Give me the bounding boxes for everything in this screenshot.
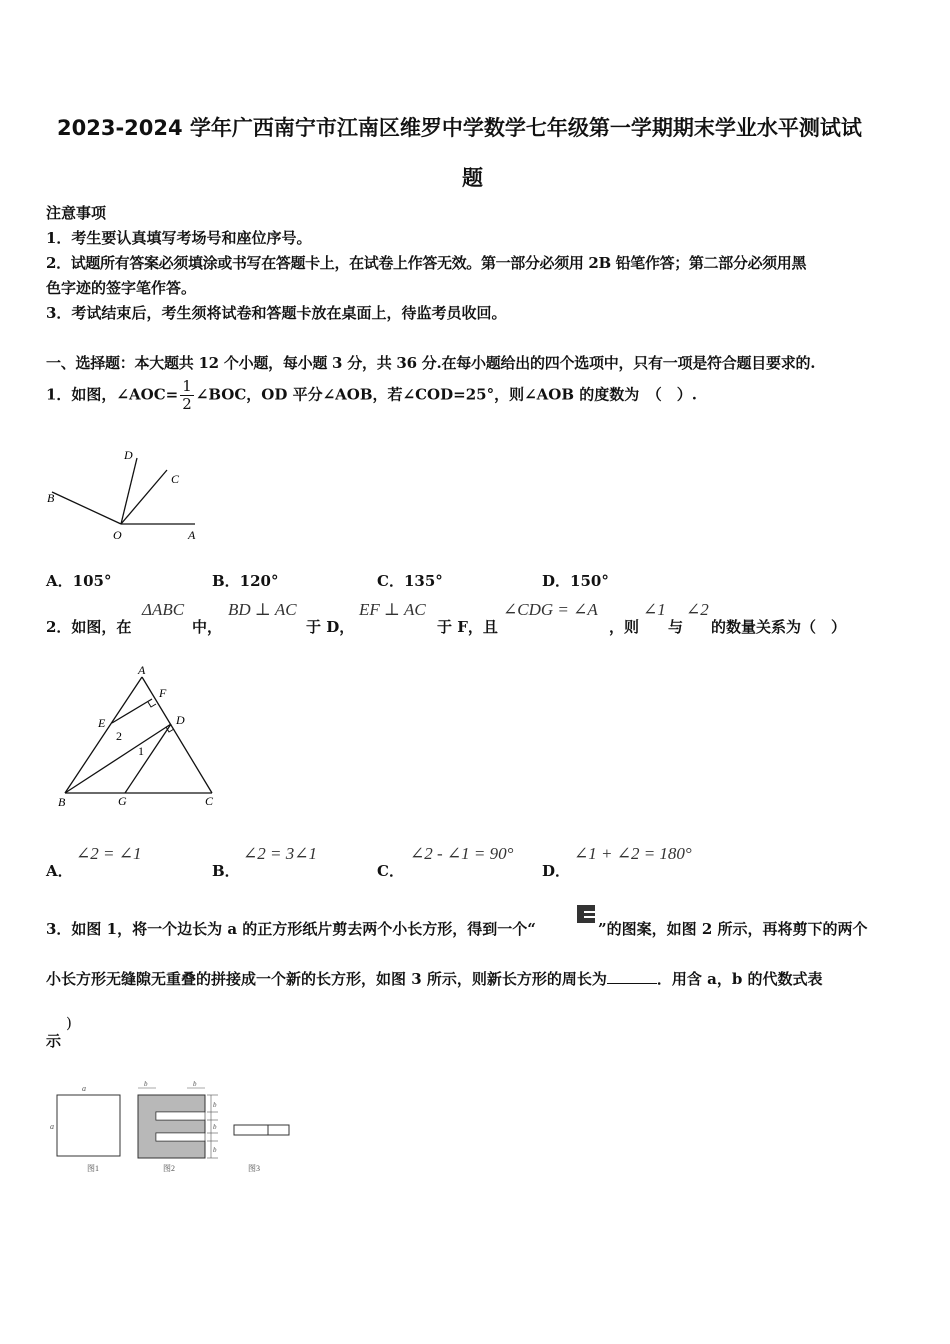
label-b-2: b [193, 1080, 197, 1088]
side-ac [142, 677, 212, 793]
label-b-4: b [213, 1123, 217, 1131]
q2-math-ef-perp-ac: EF ⊥ AC [359, 600, 426, 619]
q2-option-a-letter[interactable]: A． [46, 862, 73, 880]
label-c: C [205, 794, 214, 808]
label-d: D [176, 713, 185, 727]
q2-option-b-expr[interactable]: ∠2 = 3∠1 [243, 844, 317, 863]
q3-line-2b: ．用含 a，b 的代数式表 [656, 970, 823, 988]
q3-line-3: 示 [46, 1032, 62, 1050]
e-shape-icon [575, 903, 597, 925]
q2-text-3: 于 D， [306, 618, 355, 636]
q2-triangle-figure [52, 660, 222, 810]
right-angle-f [148, 702, 156, 707]
q1-option-a[interactable]: A．105° [46, 572, 112, 590]
q2-math-bd-perp-ac: BD ⊥ AC [228, 600, 297, 619]
segment-ef [112, 699, 152, 723]
side-ab [65, 677, 142, 793]
q2-option-d-letter[interactable]: D． [542, 862, 571, 880]
q2-text-4: 于 F，且 [437, 618, 498, 636]
q1-frac-num: 1 [182, 377, 192, 395]
q2-text-7: 的数量关系为（ ） [711, 618, 847, 636]
q1-angle-figure [40, 440, 210, 550]
label-b: B [47, 491, 55, 505]
q1-prefix: 1．如图，∠AOC= [46, 385, 179, 404]
label-b-5: b [213, 1146, 217, 1154]
label-angle-1: 1 [138, 744, 144, 758]
notice-item: 2．试题所有答案必须填涂或书写在答题卡上，在试卷上作答无效。第一部分必须用 2B 铅笔作答；第二部分必须用黑 [46, 254, 807, 272]
label-g: G [118, 794, 127, 808]
q1-option-c[interactable]: C．135° [377, 572, 443, 590]
e-shape-figure-2 [138, 1095, 205, 1158]
label-o: O [113, 528, 122, 542]
square-figure-1 [57, 1095, 120, 1156]
rectangle-figure-3 [234, 1125, 289, 1135]
label-b-3: b [213, 1101, 217, 1109]
q2-math-angle-2: ∠2 [686, 600, 709, 619]
label-angle-2: 2 [116, 729, 122, 743]
notice-item: 色字迹的签字笔作答。 [46, 279, 197, 297]
cutout-top [156, 1112, 205, 1120]
q1-rest: ∠BOC，OD 平分∠AOB，若∠COD=25°，则∠AOB 的度数为 （ ）. [195, 385, 697, 404]
label-a: A [188, 528, 196, 542]
q2-text-6: 与 [668, 618, 684, 636]
notice-item: 3．考试结束后，考生须将试卷和答题卡放在桌面上，待监考员收回。 [46, 304, 507, 322]
cutout-bottom [156, 1133, 205, 1141]
notice-heading: 注意事项 [46, 204, 107, 222]
q2-option-a-expr[interactable]: ∠2 = ∠1 [76, 844, 142, 863]
q1-frac-den: 2 [182, 395, 192, 413]
q1-fraction [180, 378, 194, 413]
q2-text-2: 中， [192, 618, 223, 636]
q3-line-1b: ”的图案，如图 2 所示，再将剪下的两个 [598, 920, 868, 938]
question-1-stem [46, 378, 697, 413]
page-title-line-2: 题 [462, 166, 483, 190]
section-heading: 一、选择题：本大题共 12 个小题，每小题 3 分，共 36 分.在每小题给出的四个选项中，只有一项是符合题目要求的. [46, 354, 816, 372]
caption-figure-3: 图3 [248, 1164, 260, 1173]
q3-line-1a: 3．如图 1，将一个边长为 a 的正方形纸片剪去两个小长方形，得到一个“ [46, 920, 536, 938]
q2-option-b-letter[interactable]: B． [212, 862, 240, 880]
q2-option-d-expr[interactable]: ∠1 + ∠2 = 180° [574, 844, 692, 863]
label-f: F [159, 686, 167, 700]
answer-blank[interactable] [607, 969, 657, 984]
label-b-1: b [144, 1080, 148, 1088]
q2-math-angle-1: ∠1 [643, 600, 666, 619]
q1-option-d[interactable]: D．150° [542, 572, 609, 590]
caption-figure-1: 图1 [87, 1164, 99, 1173]
label-a: A [138, 663, 146, 677]
q2-math-triangle: ΔABC [142, 600, 185, 619]
ray-ob [52, 492, 121, 524]
label-d: D [124, 448, 133, 462]
q3-figures [44, 1078, 304, 1178]
q3-paren: ) [66, 1014, 72, 1032]
q2-option-c-letter[interactable]: C． [377, 862, 404, 880]
q2-text-5: ，则 [609, 618, 640, 636]
notice-item: 1．考生要认真填写考场号和座位序号。 [46, 229, 312, 247]
label-a-left: a [50, 1122, 54, 1131]
label-c: C [171, 472, 180, 486]
label-a-top: a [82, 1084, 86, 1093]
label-e: E [98, 716, 106, 730]
q2-text-1: 2．如图，在 [46, 618, 132, 636]
q3-line-2 [46, 968, 823, 989]
label-b: B [58, 795, 66, 809]
q1-option-b[interactable]: B．120° [212, 572, 279, 590]
caption-figure-2: 图2 [163, 1164, 175, 1173]
q2-math-angle-cdg: ∠CDG = ∠A [503, 600, 598, 619]
q2-option-c-expr[interactable]: ∠2 - ∠1 = 90° [410, 844, 514, 863]
segment-dg [125, 724, 171, 793]
q3-line-2a: 小长方形无缝隙无重叠的拼接成一个新的长方形，如图 3 所示，则新长方形的周长为 [46, 970, 607, 988]
page-title-line-1: 2023-2024 学年广西南宁市江南区维罗中学数学七年级第一学期期末学业水平测试试 [57, 116, 862, 140]
